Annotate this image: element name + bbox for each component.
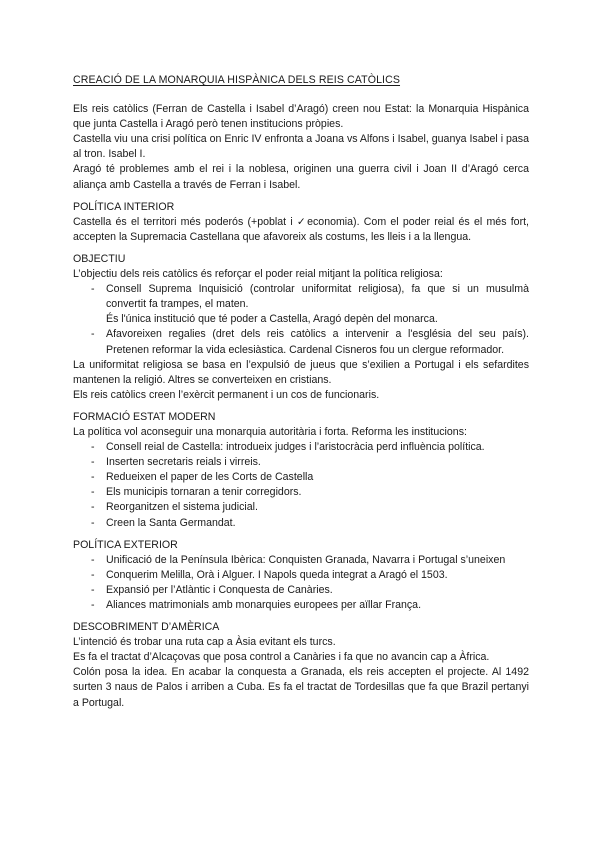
list-item: - Inserten secretaris reials i virreis. (73, 455, 529, 470)
section-heading-politica-interior: POLÍTICA INTERIOR (73, 200, 175, 213)
list-item: - Aliances matrimonials amb monarquies europees per aïllar França. (73, 598, 529, 613)
list-item: - Expansió per l’Atlàntic i Conquesta de Canàries. (73, 583, 529, 598)
objectiu-item-1-subtext: És l'única institució que té poder a Castella, Aragó depèn del monarca. (106, 313, 438, 326)
formacio-lead: La política vol aconseguir una monarquia autoritària i forta. Reforma les institucions: (73, 425, 467, 438)
document-body (73, 73, 529, 711)
list-item: - Consell reial de Castella: introdueix judges i l’aristocràcia perd influència política. (73, 440, 529, 455)
document-title: CREACIÓ DE LA MONARQUIA HISPÀNICA DELS REIS CATÒLICS (73, 74, 401, 86)
descobriment-paragraph-1: L’intenció és trobar una ruta cap a Àsia evitant els turcs. (73, 636, 336, 649)
list-item: - Reorganitzen el sistema judicial. (73, 500, 529, 515)
intro-paragraph-3: Aragó té problemes amb el rei i la noblesa, originen una guerra civil i Joan II d’Aragó cerca aliança amb Castella a través de Ferran i Isabel. (73, 163, 529, 191)
intro-paragraph-2: Castella viu una crisi política on Enric IV enfronta a Joana vs Alfons i Isabel, guanya Isabel i pasa al tron. Isabel I. (73, 133, 529, 161)
section-heading-descobriment: DESCOBRIMENT D’AMÈRICA (73, 621, 220, 634)
descobriment-paragraph-3: Colón posa la idea. En acabar la conquesta a Granada, els reis accepten el projecte. Al 1492 surten 3 naus de Palos i arriben a Cuba. Es fa el tractat de Tordesillas que fa que Brazil pertanyi a Portugal. (73, 666, 529, 709)
objectiu-lead: L’objectiu dels reis catòlics és reforçar el poder reial mitjant la política religiosa: (73, 268, 443, 281)
list-item: - Creen la Santa Germandat. (73, 516, 529, 531)
list-item (73, 327, 529, 357)
list-item: - Els municipis tornaran a tenir corregidors. (73, 485, 529, 500)
objectiu-item-1-text: Consell Suprema Inquisició (controlar uniformitat religiosa), fa que si un musulmà convertit fa trampes, el maten. (106, 283, 529, 311)
objectiu-after-1: La uniformitat religiosa se basa en l’expulsió de jueus que s’exilien a Portugal i els sefardites mantenen la religió. Altres se converteixen en cristians. (73, 358, 529, 386)
intro-paragraph-1: Els reis catòlics (Ferran de Castella i Isabel d’Aragó) creen nou Estat: la Monarquia Hispànica que junta Castella i Aragó però tenen institucions pròpies. (73, 103, 529, 131)
list-item: - Redueixen el paper de les Corts de Castella (73, 470, 529, 485)
list-item (73, 282, 529, 312)
section-heading-objectiu: OBJECTIU (73, 252, 126, 265)
objectiu-item-2-text: Afavoreixen regalies (dret dels reis catòlics a intervenir a l'església del seu país). Pretenen reformar la vida eclesiàstica. Cardenal Cisneros fou un clergue reformador. (106, 328, 529, 356)
list-item: - Conquerim Melilla, Orà i Alguer. I Napols queda integrat a Aragó el 1503. (73, 568, 529, 583)
objectiu-list (73, 282, 529, 312)
descobriment-paragraph-2: Es fa el tractat d’Alcaçovas que posa control a Canàries i fa que no avancin cap a Àfrica. (73, 651, 490, 664)
list-item: - Unificació de la Península Ibèrica: Conquisten Granada, Navarra i Portugal s’uneixen (73, 553, 529, 568)
section-heading-formacio: FORMACIÓ ESTAT MODERN (73, 410, 216, 423)
objectiu-after-2: Els reis catòlics creen l’exèrcit permanent i un cos de funcionaris. (73, 388, 380, 401)
formacio-list (73, 440, 529, 531)
politica-exterior-list (73, 553, 529, 613)
section-heading-politica-exterior: POLÍTICA EXTERIOR (73, 538, 178, 551)
politica-interior-text: Castella és el territori més poderós (+poblat i ✓economia). Com el poder reial és el més fort, accepten la Supremacia Castellana que afavoreix als costums, les lleis i a la llengua. (73, 215, 529, 243)
